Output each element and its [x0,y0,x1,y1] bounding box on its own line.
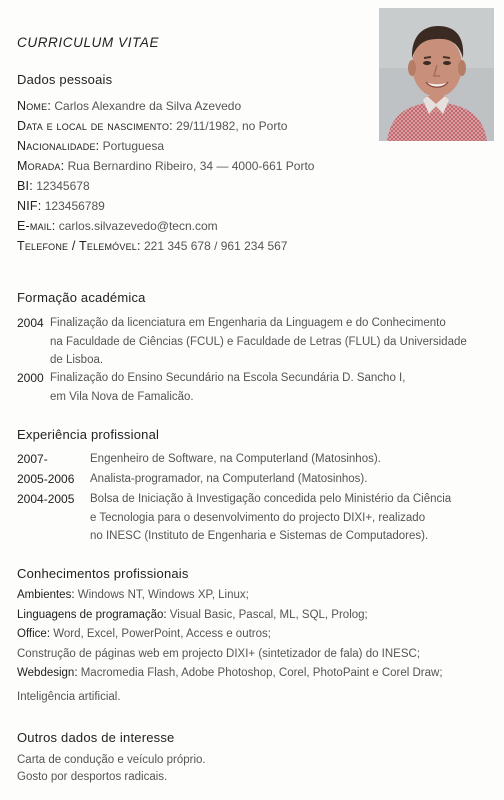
skill-office: Office: Word, Excel, PowerPoint, Access e outros; [17,628,271,640]
education-description: Finalização da licenciatura em Engenharia da Linguagem e do Conhecimento na Faculdade de Ciências (FCUL) e Faculdade de Letras (FLUL) da Universidade de Lisboa. [50,317,467,366]
skill-webdesign: Webdesign: Macromedia Flash, Adobe Photoshop, Corel, PhotoPaint e Corel Draw; [17,667,443,679]
profile-photo [379,8,494,141]
detail-email: E-mail: carlos.silvazevedo@tecn.com [17,219,218,233]
detail-nationality: Nacionalidade: Portuguesa [17,139,165,153]
other-item: Gosto por desportos radicais. [17,771,168,783]
section-heading-education: Formação académica [17,290,146,305]
skills-list [17,586,443,707]
section-heading-personal: Dados pessoais [17,72,113,87]
other-list [17,752,206,786]
detail-address: Morada: Rua Bernardino Ribeiro, 34 — 4000-661 Porto [17,159,315,173]
person-photo-icon [379,8,494,141]
experience-item [17,450,497,470]
detail-name: Nome: Carlos Alexandre da Silva Azevedo [17,99,242,113]
experience-item [17,490,497,550]
skill-ai: Inteligência artificial. [17,690,121,703]
section-heading-skills: Conhecimentos profissionais [17,566,189,581]
section-heading-other: Outros dados de interesse [17,730,175,745]
skill-web: Construção de páginas web em projecto DIXI+ (sintetizador de fala) do INESC; [17,647,421,660]
section-heading-experience: Experiência profissional [17,427,160,442]
education-item [17,369,497,409]
detail-nif: NIF: 123456789 [17,199,105,213]
experience-period: 2004-2005 [17,492,75,506]
other-item: Carta de condução e veículo próprio. [17,754,206,766]
skill-languages: Linguagens de programação: Visual Basic, Pascal, ML, SQL, Prolog; [17,608,368,621]
detail-phone: Telefone / Telemóvel: 221 345 678 / 961 234 567 [17,239,288,253]
education-description: Finalização do Ensino Secundário na Escola Secundária D. Sancho I, em Vila Nova de Famalicão. [50,372,406,403]
education-item [17,314,497,374]
experience-description: Analista-programador, na Computerland (Matosinhos). [90,473,368,485]
education-year: 2004 [17,316,44,330]
experience-description: Engenheiro de Software, na Computerland (Matosinhos). [90,453,381,465]
document-title: CURRICULUM VITAE [17,35,160,50]
detail-bi: BI: 12345678 [17,179,90,193]
personal-details [17,96,314,256]
experience-description: Bolsa de Iniciação à Investigação concedida pelo Ministério da Ciência e Tecnologia para o desenvolvimento do projecto DIXI+, realizado no INESC (Instituto de Engenharia e Sistemas de Computadores). [90,493,452,542]
experience-period: 2005-2006 [17,472,75,486]
experience-period: 2007- [17,452,48,466]
experience-item [17,470,497,490]
education-year: 2000 [17,371,44,385]
skill-environments: Ambientes: Windows NT, Windows XP, Linux; [17,589,249,601]
detail-birth: Data e local de nascimento: 29/11/1982, no Porto [17,119,288,133]
